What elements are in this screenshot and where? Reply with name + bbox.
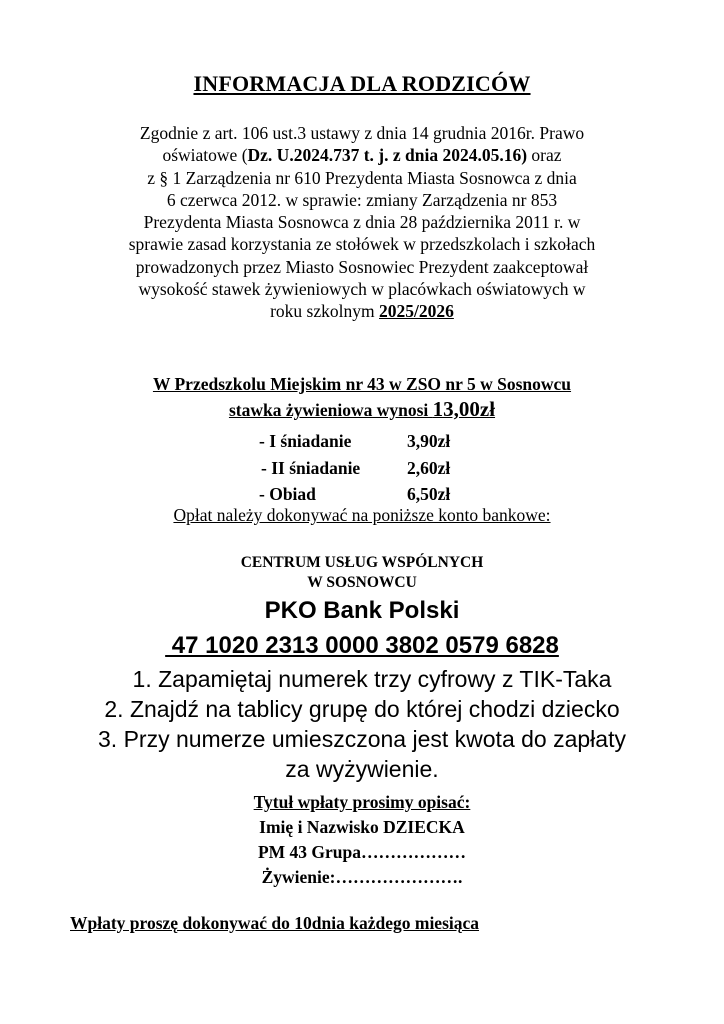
- meal-name: - Obiad: [259, 484, 316, 504]
- transfer-title-line: Żywienie:………………….: [261, 867, 463, 887]
- intro-line: wysokość stawek żywieniowych w placówkach oświatowych w: [138, 279, 586, 300]
- transfer-title-line: Imię i Nazwisko DZIECKA: [259, 817, 465, 837]
- intro-text: oświatowe (: [162, 145, 248, 166]
- intro-line: Prezydenta Miasta Sosnowca z dnia 28 października 2011 r. w: [143, 212, 581, 233]
- intro-line: [40, 144, 684, 166]
- recipient-line: W SOSNOWCU: [307, 574, 417, 591]
- transfer-title-line: PM 43 Grupa………………: [257, 842, 467, 862]
- rate-amount: 13,00zł: [432, 397, 496, 421]
- intro-line: prowadzonych przez Miasto Sosnowiec Prezydent zaakceptował: [135, 256, 589, 277]
- meal-row: [259, 455, 499, 482]
- recipient-line: CENTRUM USŁUG WSPÓLNYCH: [240, 554, 484, 571]
- intro-text: roku szkolnym: [270, 301, 379, 322]
- meal-name: - I śniadanie: [259, 431, 352, 451]
- school-heading: W Przedszkolu Miejskim nr 43 w ZSO nr 5 w Sosnowcu: [152, 374, 572, 394]
- page-title: INFORMACJA DLA RODZICÓW: [193, 71, 531, 96]
- intro-line: z § 1 Zarządzenia nr 610 Prezydenta Miasta Sosnowca z dnia: [147, 167, 577, 188]
- rate-label: stawka żywieniowa wynosi: [228, 400, 433, 420]
- intro-text: oraz: [527, 145, 562, 166]
- school-year: 2025/2026: [379, 301, 454, 322]
- instruction-item: 1. Zapamiętaj numerek trzy cyfrowy z TIK-Taka: [132, 666, 612, 692]
- meal-price: 3,90zł: [407, 431, 451, 451]
- payment-deadline: Wpłaty proszę dokonywać do 10dnia każdego miesiąca: [70, 913, 480, 933]
- instruction-item: 2. Znajdź na tablicy grupę do której chodzi dziecko: [104, 696, 620, 722]
- intro-line: [40, 300, 684, 322]
- meal-price: 6,50zł: [407, 484, 451, 504]
- instruction-item: 3. Przy numerze umieszczona jest kwota do zapłaty: [98, 726, 626, 752]
- meal-row: [259, 481, 499, 508]
- meal-name: - II śniadanie: [261, 457, 361, 478]
- intro-line: sprawie zasad korzystania ze stołówek w przedszkolach i szkołach: [128, 234, 596, 255]
- meal-row: [259, 428, 499, 455]
- intro-paragraph: [40, 122, 684, 323]
- intro-line: 6 czerwca 2012. w sprawie: zmiany Zarządzenia nr 853: [166, 189, 558, 210]
- instruction-item: za wyżywienie.: [285, 756, 439, 782]
- account-number: 47 1020 2313 0000 3802 0579 6828: [165, 632, 559, 659]
- meals-list: [259, 428, 499, 508]
- instructions-list: [30, 664, 694, 784]
- rate-line: [0, 397, 724, 422]
- transfer-title-block: [0, 790, 724, 890]
- legal-reference: Dz. U.2024.737 t. j. z dnia 2024.05.16): [247, 145, 528, 166]
- bank-name: PKO Bank Polski: [264, 597, 460, 624]
- intro-line: Zgodnie z art. 106 ust.3 ustawy z dnia 14 grudnia 2016r. Prawo: [139, 123, 585, 143]
- meal-price: 2,60zł: [407, 457, 451, 478]
- payment-info: Opłat należy dokonywać na poniższe konto bankowe:: [173, 505, 551, 525]
- recipient-block: [0, 553, 724, 593]
- transfer-title-heading: Tytuł wpłaty prosimy opisać:: [253, 792, 471, 812]
